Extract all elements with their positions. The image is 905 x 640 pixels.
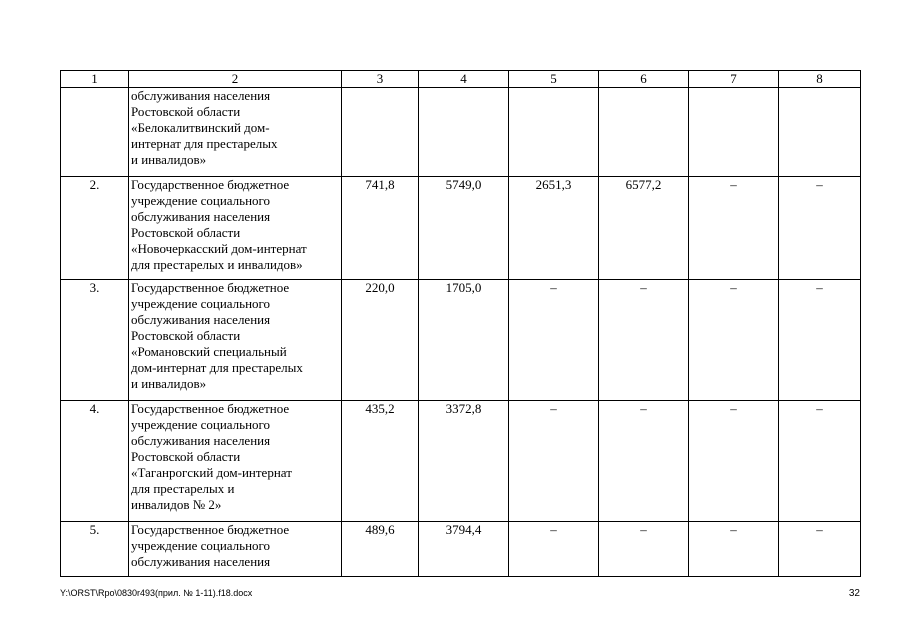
column-header: 2 — [129, 71, 342, 88]
value-cell: – — [599, 522, 689, 577]
value-cell: – — [689, 177, 779, 280]
value-cell: 489,6 — [342, 522, 419, 577]
value-cell: 435,2 — [342, 401, 419, 522]
value-cell: 3794,4 — [419, 522, 509, 577]
column-header: 3 — [342, 71, 419, 88]
institution-name-cell: Государственное бюджетное учреждение социального обслуживания населения Ростовской области «Новочеркасский дом-интернат для престарелых и инвалидов» — [129, 177, 342, 280]
value-cell: 6577,2 — [599, 177, 689, 280]
row-number-cell: 4. — [61, 401, 129, 522]
table-row — [61, 522, 861, 577]
row-number-cell: 2. — [61, 177, 129, 280]
header-row — [61, 71, 861, 88]
value-cell: – — [779, 401, 861, 522]
value-cell: 5749,0 — [419, 177, 509, 280]
value-cell — [779, 88, 861, 177]
budget-table — [60, 70, 861, 577]
value-cell — [419, 88, 509, 177]
column-header: 8 — [779, 71, 861, 88]
value-cell — [599, 88, 689, 177]
table-row — [61, 88, 861, 177]
value-cell: – — [509, 522, 599, 577]
row-number-cell: 3. — [61, 280, 129, 401]
value-cell: – — [689, 280, 779, 401]
value-cell: – — [779, 177, 861, 280]
value-cell: 3372,8 — [419, 401, 509, 522]
column-header: 5 — [509, 71, 599, 88]
table-row — [61, 177, 861, 280]
value-cell: – — [509, 401, 599, 522]
value-cell: 220,0 — [342, 280, 419, 401]
value-cell: – — [779, 522, 861, 577]
value-cell: – — [599, 280, 689, 401]
footer-page-number: 32 — [848, 588, 860, 599]
table-row — [61, 401, 861, 522]
value-cell: 1705,0 — [419, 280, 509, 401]
table-row — [61, 280, 861, 401]
value-cell: 741,8 — [342, 177, 419, 280]
institution-name-cell: Государственное бюджетное учреждение социального обслуживания населения — [129, 522, 342, 577]
value-cell: – — [599, 401, 689, 522]
value-cell: – — [509, 280, 599, 401]
value-cell — [342, 88, 419, 177]
value-cell: – — [779, 280, 861, 401]
institution-name-cell: обслуживания населения Ростовской области «Белокалитвинский дом- интернат для престарелых и инвалидов» — [129, 88, 342, 177]
column-header: 7 — [689, 71, 779, 88]
column-header: 1 — [61, 71, 129, 88]
institution-name-cell: Государственное бюджетное учреждение социального обслуживания населения Ростовской области «Романовский специальный дом-интернат для престарелых и инвалидов» — [129, 280, 342, 401]
value-cell: 2651,3 — [509, 177, 599, 280]
column-header: 4 — [419, 71, 509, 88]
row-number-cell: 5. — [61, 522, 129, 577]
footer-file-path: Y:\ORST\Rpo\0830r493(прил. № 1-11).f18.docx — [60, 588, 253, 598]
institution-name-cell: Государственное бюджетное учреждение социального обслуживания населения Ростовской области «Таганрогский дом-интернат для престарелых и инвалидов № 2» — [129, 401, 342, 522]
row-number-cell — [61, 88, 129, 177]
value-cell: – — [689, 522, 779, 577]
value-cell: – — [689, 401, 779, 522]
column-header: 6 — [599, 71, 689, 88]
value-cell — [689, 88, 779, 177]
value-cell — [509, 88, 599, 177]
